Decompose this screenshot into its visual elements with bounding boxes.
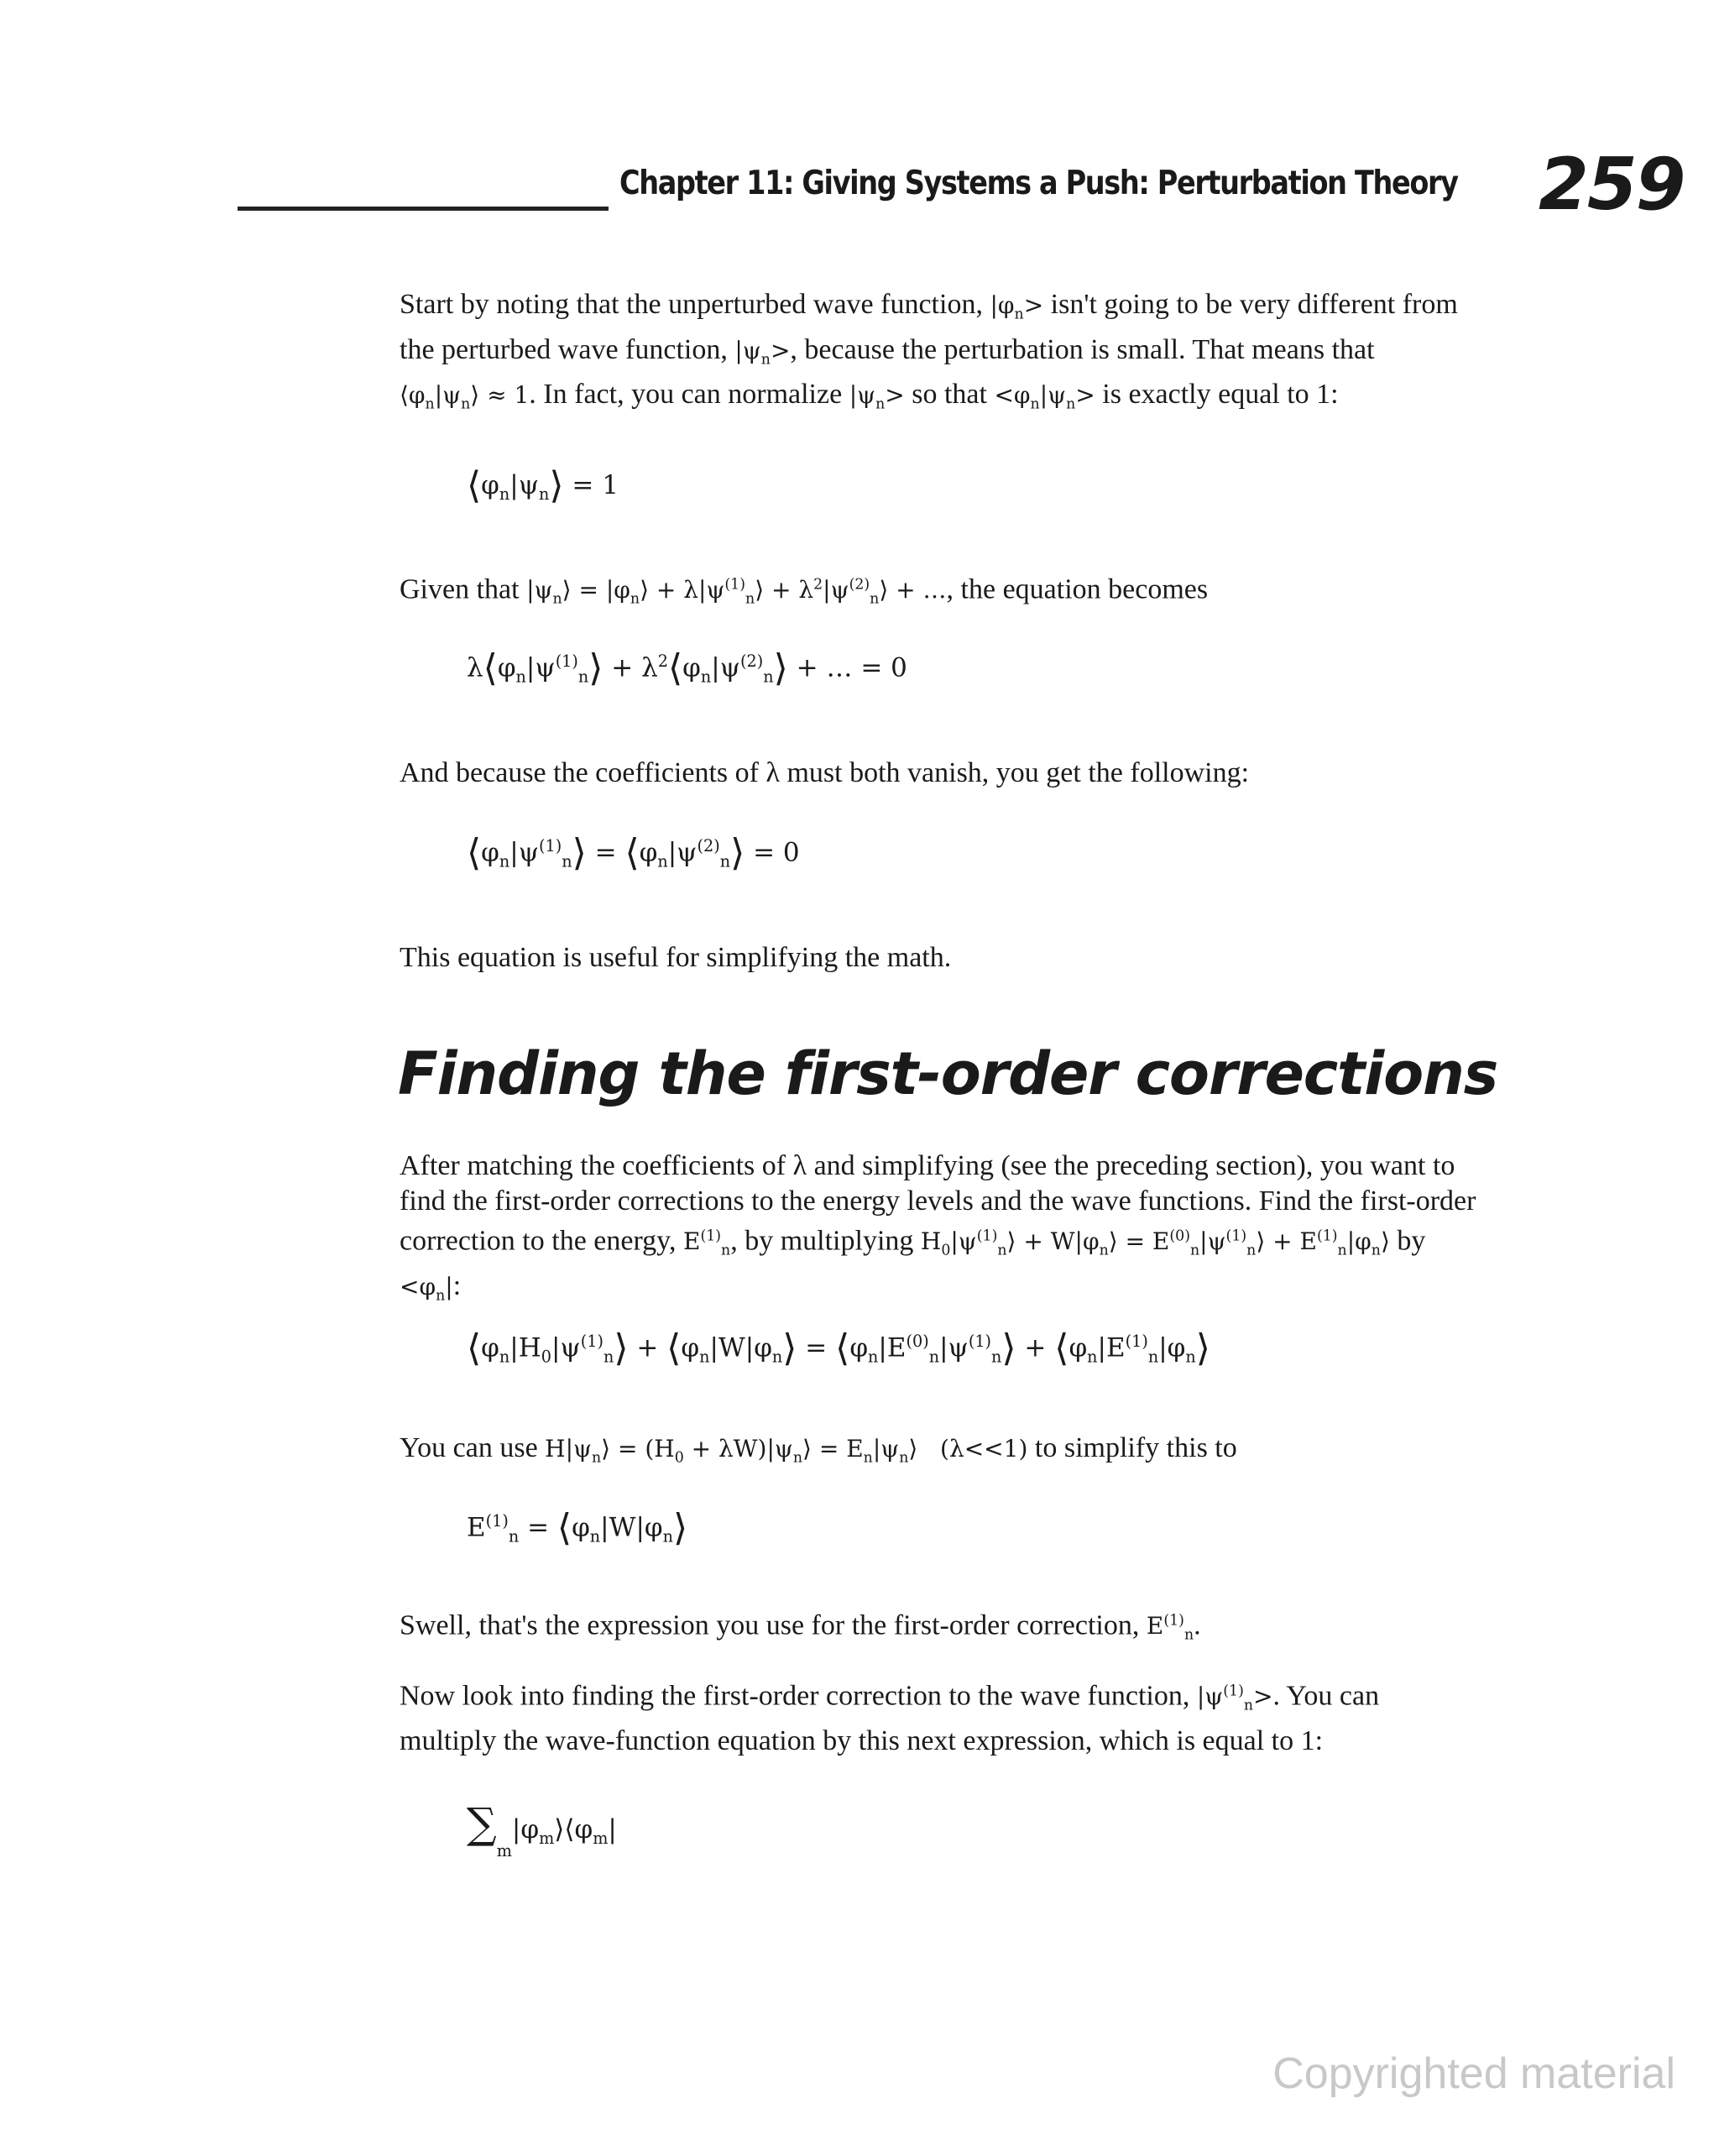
- section-heading: Finding the first-order corrections: [398, 1039, 1498, 1108]
- paragraph-expansion: Given that $|\psi_n⟩$ = $|\varphi_n⟩$ + $\lambda|\psi^{(1)}_n⟩$ + $\lambda^2|\psi^{(2)}_n⟩$ + …, the equation becomes: [400, 573, 1209, 608]
- equation-first-order-energy: $⟨\varphi_n|H_0|\psi^{(1)}_n⟩$ + $⟨\varphi_n|W|\varphi_n⟩$ = $⟨\varphi_n|E^{(0)}_n|\psi^{(1)}_n⟩$ + $⟨\varphi_n|E^{(1)}_n|\varphi_n⟩$: [467, 1327, 1210, 1370]
- paragraph-first-order: After matching the coefficients of λ and simplifying (see the preceding section), you want to find the first-order corrections to the energy levels and the wave functions. Find the first-order correction to the energy, $E^{(1)}_n$, by multiplying $H_0|\psi^{(1)}_n⟩$ + $W|\varphi_n⟩$ = $E^{(0)}_n|\psi^{(1)}_n⟩$ + $E^{(1)}_n|\varphi_n⟩$ by $<\varphi_n|$:: [400, 1150, 1476, 1305]
- running-head: Chapter 11: Giving Systems a Push: Perturbation Theory: [619, 165, 1458, 202]
- equation-orthogonality: $⟨\varphi_n|\psi^{(1)}_n⟩$ = $⟨\varphi_n|\psi^{(2)}_n⟩ = 0$: [467, 831, 800, 875]
- header-rule: [238, 207, 609, 211]
- paragraph-normalization: Start by noting that the unperturbed wave function, $|\varphi_n> isn't$ going to be very different from the perturbed wave function, $|\psi_n>$, because the perturbation is small. That means that $⟨\varphi_n|\psi_n⟩ \approx 1$. In fact, you can normalize $|\psi_n>$ so that $<\varphi_n|\psi_n>$ is exactly equal to 1:: [400, 289, 1458, 413]
- paragraph-simplify: You can use $H|\psi_n⟩ = (H_0$ + $\lambda W)|\psi_n⟩$ = $E_n|\psi_n⟩$ (λ<<1) to simplify this to: [400, 1432, 1237, 1467]
- paragraph-coefficients-vanish: And because the coefficients of λ must both vanish, you get the following:: [400, 757, 1250, 788]
- paragraph-swell: Swell, that's the expression you use for the first-order correction, $E^{(1)}_n$.: [400, 1609, 1201, 1644]
- equation-first-order-result: $E^{(1)}_n$ = $⟨\varphi_n|W|\varphi_n⟩$: [467, 1506, 688, 1550]
- equation-completeness-sum: $\sum_m|\varphi_m⟩⟨\varphi_m|$: [467, 1799, 617, 1860]
- page-number: 259: [1539, 143, 1685, 227]
- watermark: Copyrighted material: [1272, 2049, 1675, 2098]
- equation-expansion-inner-product: $\lambda⟨\varphi_n|\psi^{(1)}_n⟩$ + $\lambda^2⟨\varphi_n|\psi^{(2)}_n⟩$ + … = 0: [467, 646, 907, 690]
- paragraph-wave-correction: Now look into finding the first-order correction to the wave function, $|\psi^{(1)}_n>$. You can multiply the wave-function equation by this next expression, which is equal to 1:: [400, 1680, 1380, 1756]
- equation-normalization: $⟨\varphi_n|\psi_n⟩ = 1$: [467, 464, 619, 507]
- paragraph-useful: This equation is useful for simplifying the math.: [400, 942, 952, 973]
